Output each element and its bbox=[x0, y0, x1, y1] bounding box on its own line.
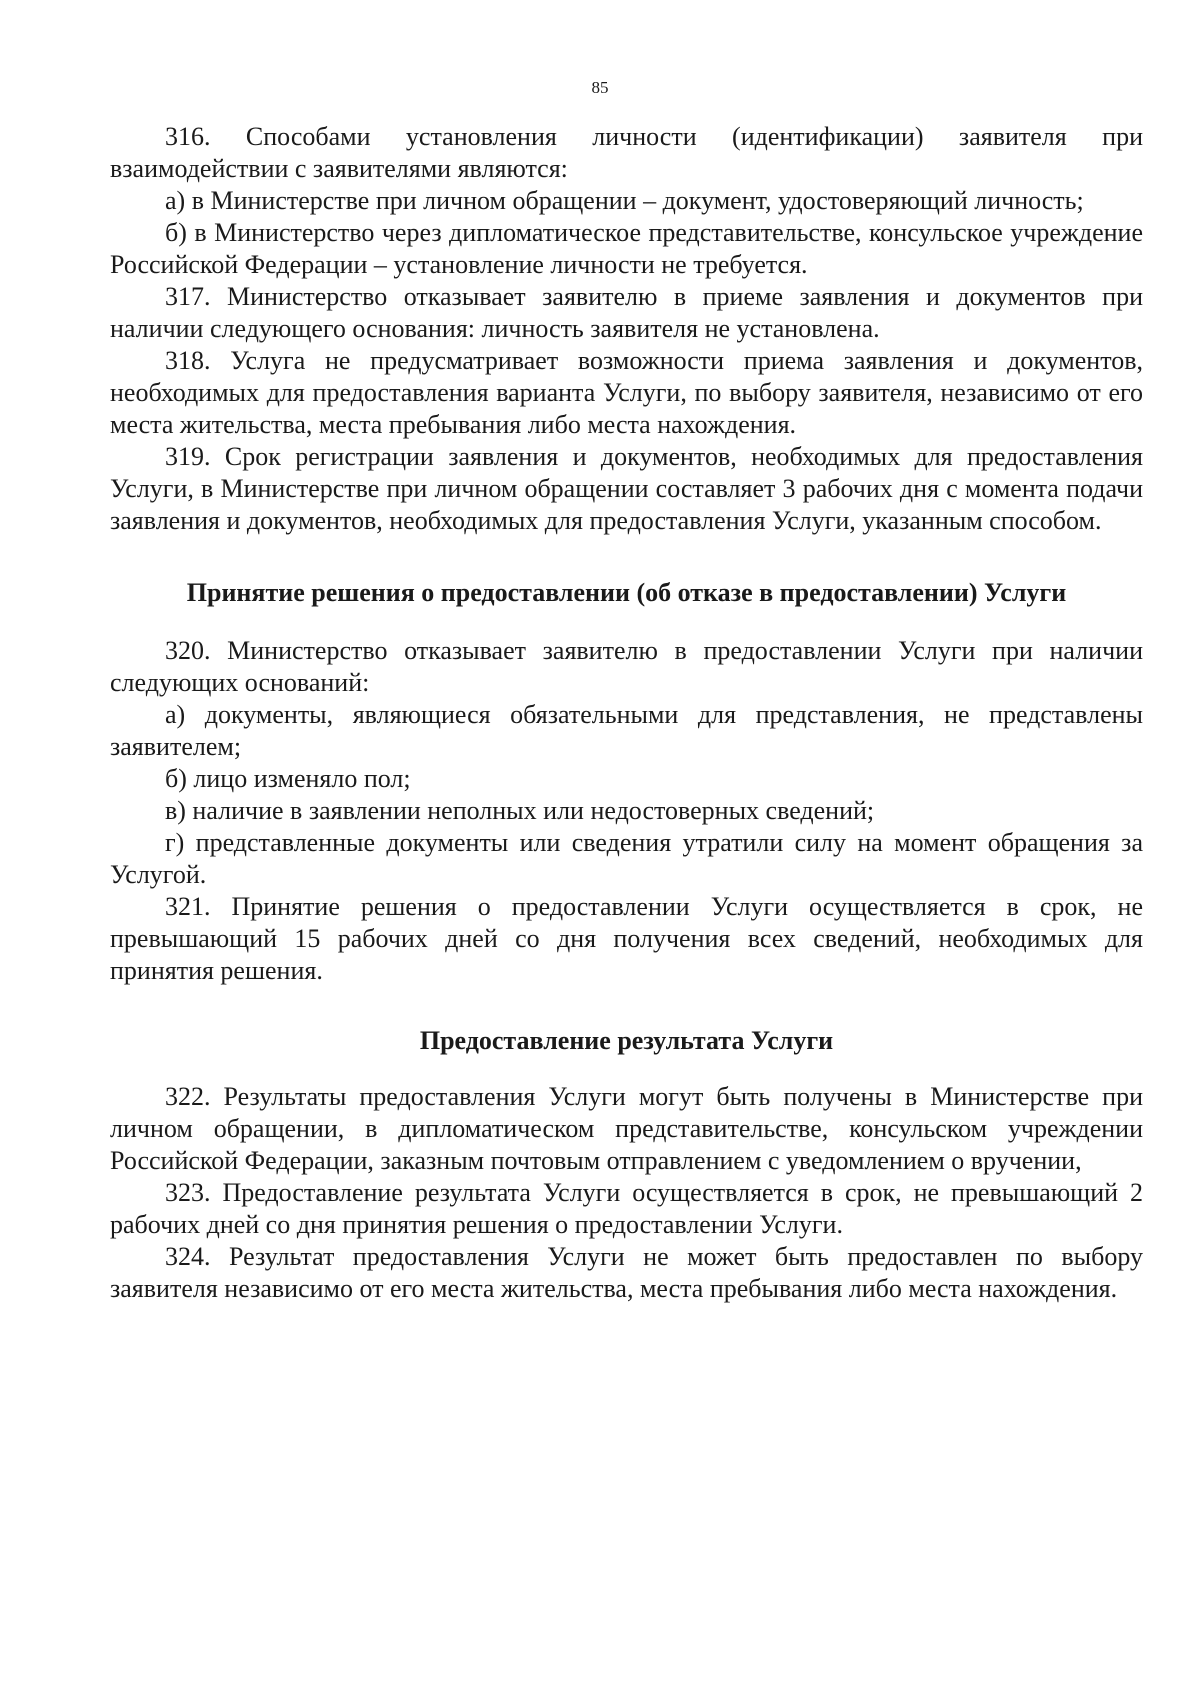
paragraph-318: 318. Услуга не предусматривает возможности приема заявления и документов, необходимых для предоставления варианта Услуги, по выбору заявителя, независимо от его места жительства, места пребывания либо места нахождения. bbox=[110, 346, 1143, 439]
paragraph-320-a: а) документы, являющиеся обязательными для представления, не представлены заявителем; bbox=[110, 700, 1143, 761]
paragraph-320: 320. Министерство отказывает заявителю в предоставлении Услуги при наличии следующих оснований: bbox=[110, 636, 1143, 697]
paragraph-320-g: г) представленные документы или сведения утратили силу на момент обращения за Услугой. bbox=[110, 828, 1143, 889]
paragraph-323: 323. Предоставление результата Услуги осуществляется в срок, не превышающий 2 рабочих дней со дня принятия решения о предоставлении Услуги. bbox=[110, 1178, 1143, 1239]
paragraph-324: 324. Результат предоставления Услуги не может быть предоставлен по выбору заявителя независимо от его места жительства, места пребывания либо места нахождения. bbox=[110, 1242, 1143, 1303]
page-number: 85 bbox=[591, 78, 609, 97]
section-heading-result: Предоставление результата Услуги bbox=[419, 1026, 834, 1055]
document-body bbox=[110, 121, 1143, 1305]
paragraph-322: 322. Результаты предоставления Услуги могут быть получены в Министерстве при личном обращении, в дипломатическом представительстве, консульском учреждении Российской Федерации, заказным почтовым отправлением с уведомлением о вручении, bbox=[110, 1082, 1143, 1175]
paragraph-320-v: в) наличие в заявлении неполных или недостоверных сведений; bbox=[165, 796, 875, 825]
paragraph-316-a: а) в Министерстве при личном обращении – документ, удостоверяющий личность; bbox=[165, 186, 1084, 215]
paragraph-319: 319. Срок регистрации заявления и документов, необходимых для предоставления Услуги, в Министерстве при личном обращении составляет 3 рабочих дня с момента подачи заявления и документов, необходимых для предоставления Услуги, указанным способом. bbox=[110, 442, 1143, 535]
paragraph-316-b: б) в Министерство через дипломатическое представительстве, консульское учреждение Российской Федерации – установление личности не требуется. bbox=[110, 218, 1143, 279]
section-heading-decision: Принятие решения о предоставлении (об отказе в предоставлении) Услуги bbox=[186, 578, 1067, 607]
paragraph-316: 316. Способами установления личности (идентификации) заявителя при взаимодействии с заявителями являются: bbox=[110, 122, 1143, 183]
paragraph-317: 317. Министерство отказывает заявителю в приеме заявления и документов при наличии следующего основания: личность заявителя не установлена. bbox=[110, 282, 1143, 343]
paragraph-320-b: б) лицо изменяло пол; bbox=[165, 764, 411, 793]
paragraph-321: 321. Принятие решения о предоставлении Услуги осуществляется в срок, не превышающий 15 рабочих дней со дня получения всех сведений, необходимых для принятия решения. bbox=[110, 892, 1143, 985]
